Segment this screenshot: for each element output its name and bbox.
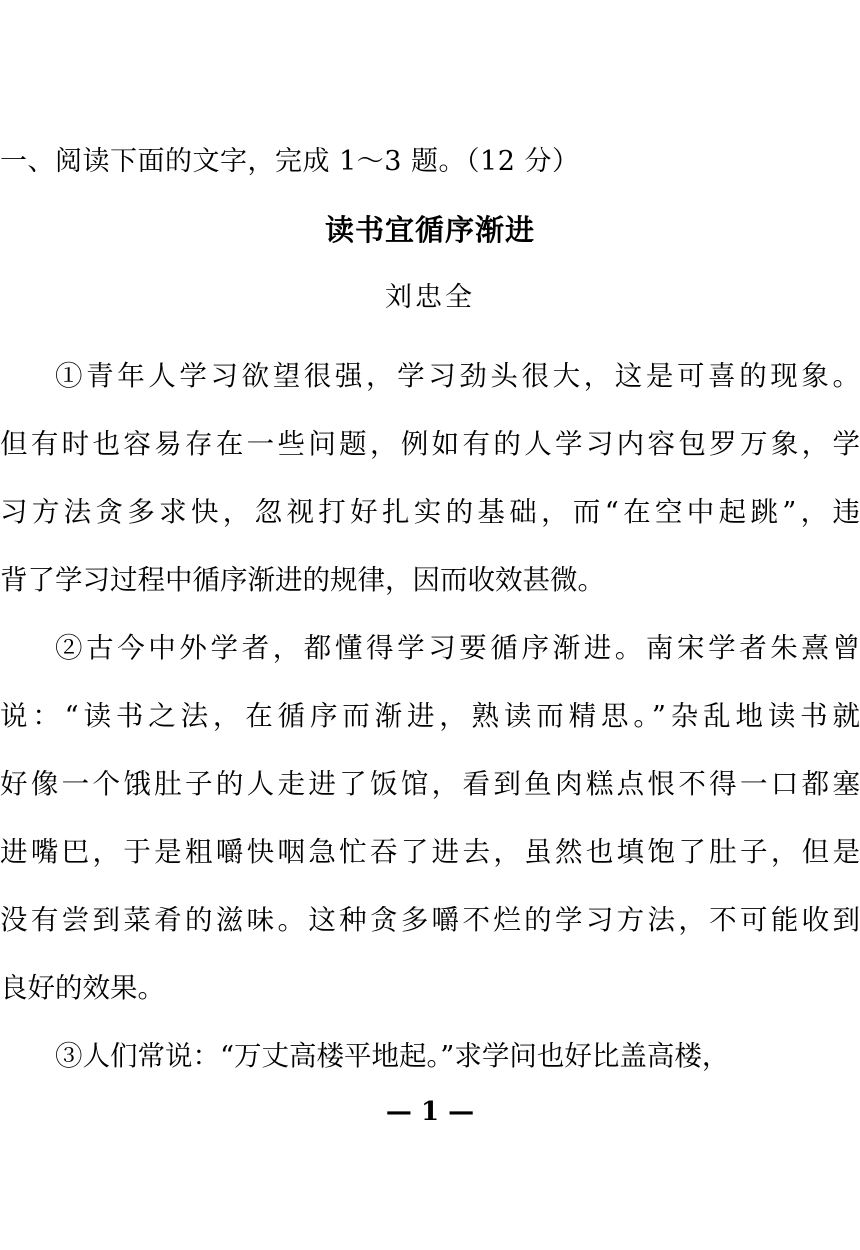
paragraph-line: 背了学习过程中循序渐进的规律，因而收效甚微。 bbox=[0, 564, 605, 596]
paragraph-line: ③人们常说：“万丈高楼平地起。”求学问也好比盖高楼， bbox=[55, 1040, 730, 1072]
paragraph-line: 进嘴巴，于是粗嚼快咽急忙吞了进去，虽然也填饱了肚子，但是 bbox=[0, 836, 860, 868]
paragraph-line: 好像一个饿肚子的人走进了饭馆，看到鱼肉糕点恨不得一口都塞 bbox=[0, 768, 860, 800]
article-body bbox=[0, 342, 860, 1090]
section-heading: 一、阅读下面的文字，完成 1～3 题。（12 分） bbox=[0, 146, 580, 177]
paragraph-1 bbox=[0, 342, 860, 614]
article-title: 读书宜循序渐进 bbox=[324, 213, 535, 247]
paragraph-line: 良好的效果。 bbox=[0, 972, 165, 1004]
paragraph-line: 没有尝到菜肴的滋味。这种贪多嚼不烂的学习方法，不可能收到 bbox=[0, 904, 860, 936]
paragraph-line: ②古今中外学者，都懂得学习要循序渐进。南宋学者朱熹曾 bbox=[55, 632, 860, 664]
paragraph-line: ①青年人学习欲望很强，学习劲头很大，这是可喜的现象。 bbox=[55, 360, 860, 392]
paragraph-line: 说：“读书之法，在循序而渐进，熟读而精思。”杂乱地读书就 bbox=[0, 700, 860, 732]
article-author: 刘忠全 bbox=[385, 282, 475, 313]
paragraph-line: 习方法贪多求快，忽视打好扎实的基础，而“在空中起跳”，违 bbox=[0, 496, 860, 528]
paragraph-2 bbox=[0, 614, 860, 1022]
paragraph-3 bbox=[0, 1022, 860, 1090]
paragraph-line: 但有时也容易存在一些问题，例如有的人学习内容包罗万象，学 bbox=[0, 428, 860, 460]
page-number: — 1 — bbox=[385, 1097, 475, 1127]
